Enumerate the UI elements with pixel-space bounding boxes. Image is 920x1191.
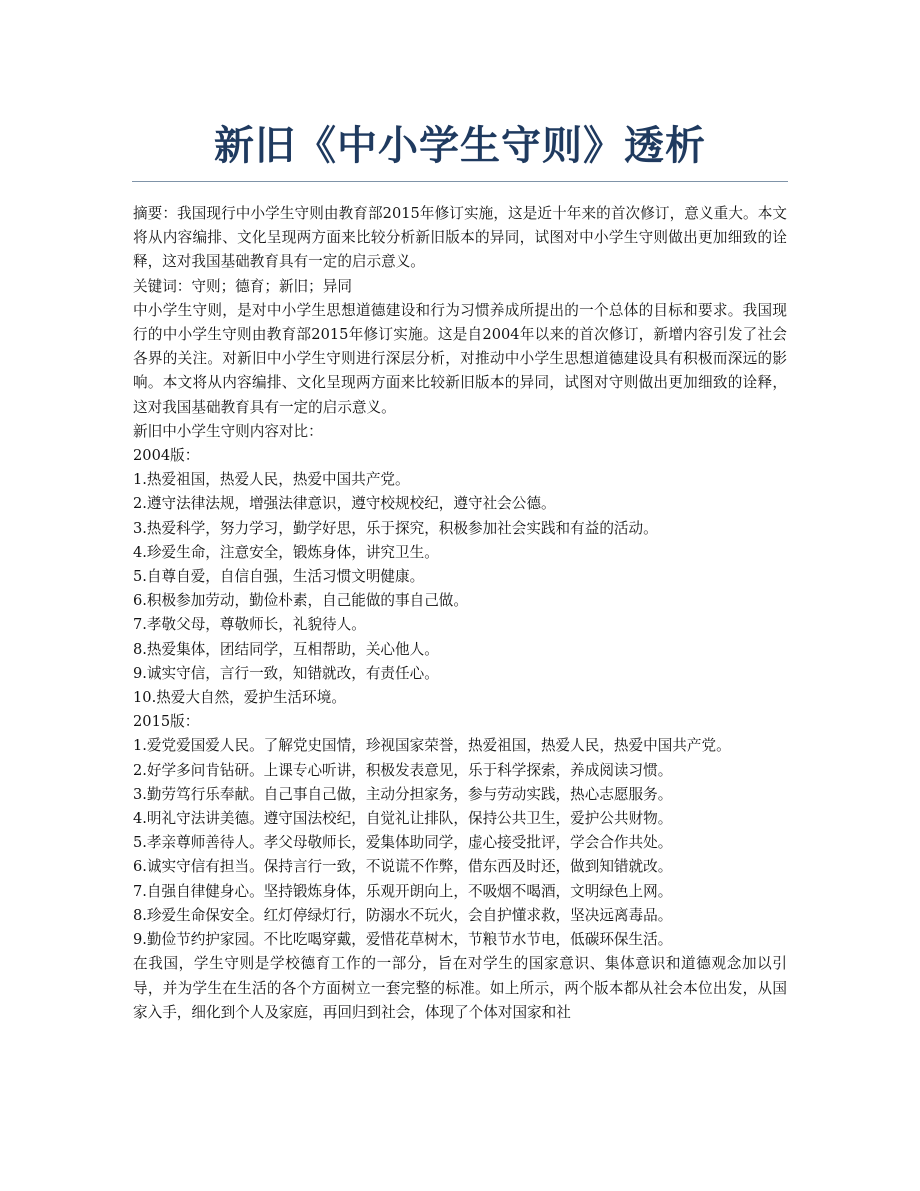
rule-item-2015: 3.勤劳笃行乐奉献。自己事自己做，主动分担家务，参与劳动实践，热心志愿服务。 <box>133 785 673 803</box>
rule-item-2004: 1.热爱祖国，热爱人民，热爱中国共产党。 <box>133 471 410 489</box>
intro-paragraph: 中小学生守则，是对中小学生思想道德建设和行为习惯养成所提出的一个总体的目标和要求。我国现行的中小学生守则由教育部2015年修订实施。这是自2004年以来的首次修订，新增内容引发了社会各界的关注。对新旧中小学生守则进行深层分析，对推动中小学生思想道德建设具有积极而深远的影响。本文将从内容编排、文化呈现两方面来比较新旧版本的异同，试图对守则做出更加细致的诠释，这对我国基础教育具有一定的启示意义。 <box>133 301 787 416</box>
rule-item-2004: 7.孝敬父母，尊敬师长，礼貌待人。 <box>133 616 366 634</box>
rule-item-2015: 2.好学多问肯钻研。上课专心听讲，积极发表意见，乐于科学探索，养成阅读习惯。 <box>133 761 673 779</box>
rule-item-2004: 8.热爱集体，团结同学，互相帮助，关心他人。 <box>133 640 439 658</box>
version-2015-heading: 2015版： <box>133 713 200 731</box>
rule-item-2015: 5.孝亲尊师善待人。孝父母敬师长，爱集体助同学，虚心接受批评，学会合作共处。 <box>133 834 673 852</box>
title-divider <box>132 181 788 182</box>
version-2004-heading: 2004版： <box>133 447 200 465</box>
rule-item-2004: 5.自尊自爱，自信自强，生活习惯文明健康。 <box>133 568 425 586</box>
rule-item-2015: 1.爱党爱国爱人民。了解党史国情，珍视国家荣誉，热爱祖国，热爱人民，热爱中国共产党。 <box>133 737 731 755</box>
rule-item-2004: 2.遵守法律法规，增强法律意识，遵守校规校纪，遵守社会公德。 <box>133 495 556 513</box>
rule-item-2015: 8.珍爱生命保安全。红灯停绿灯行，防溺水不玩火，会自护懂求救，坚决远离毒品。 <box>133 906 673 924</box>
rule-item-2004: 9.诚实守信，言行一致，知错就改，有责任心。 <box>133 664 439 682</box>
rule-item-2015: 4.明礼守法讲美德。遵守国法校纪，自觉礼让排队，保持公共卫生，爱护公共财物。 <box>133 810 673 828</box>
abstract-paragraph: 摘要：我国现行中小学生守则由教育部2015年修订实施，这是近十年来的首次修订，意义重大。本文将从内容编排、文化呈现两方面来比较分析新旧版本的异同，试图对中小学生守则做出更加细致的诠释，这对我国基础教育具有一定的启示意义。 <box>133 205 787 271</box>
rule-item-2015: 7.自强自律健身心。坚持锻炼身体，乐观开朗向上，不吸烟不喝酒，文明绿色上网。 <box>133 882 673 900</box>
rule-item-2015: 6.诚实守信有担当。保持言行一致，不说谎不作弊，借东西及时还，做到知错就改。 <box>133 858 673 876</box>
rule-item-2004: 6.积极参加劳动，勤俭朴素，自己能做的事自己做。 <box>133 592 468 610</box>
document-body <box>133 202 787 1025</box>
rule-item-2004: 10.热爱大自然，爱护生活环境。 <box>133 689 346 707</box>
rule-item-2015: 9.勤俭节约护家园。不比吃喝穿戴，爱惜花草树木，节粮节水节电，低碳环保生活。 <box>133 931 673 949</box>
keywords-line: 关键词：守则；德育；新旧；异同 <box>133 277 352 295</box>
document-title: 新旧《中小学生守则》透析 <box>214 123 706 169</box>
conclusion-paragraph: 在我国，学生守则是学校德育工作的一部分，旨在对学生的国家意识、集体意识和道德观念加以引导，并为学生在生活的各个方面树立一套完整的标准。如上所示，两个版本都从社会本位出发，从国家入手，细化到个人及家庭，再回归到社会，体现了个体对国家和社 <box>133 955 787 1021</box>
rule-item-2004: 3.热爱科学，努力学习，勤学好思，乐于探究，积极参加社会实践和有益的活动。 <box>133 519 658 537</box>
rule-item-2004: 4.珍爱生命，注意安全，锻炼身体，讲究卫生。 <box>133 543 439 561</box>
compare-heading: 新旧中小学生守则内容对比： <box>133 422 323 440</box>
